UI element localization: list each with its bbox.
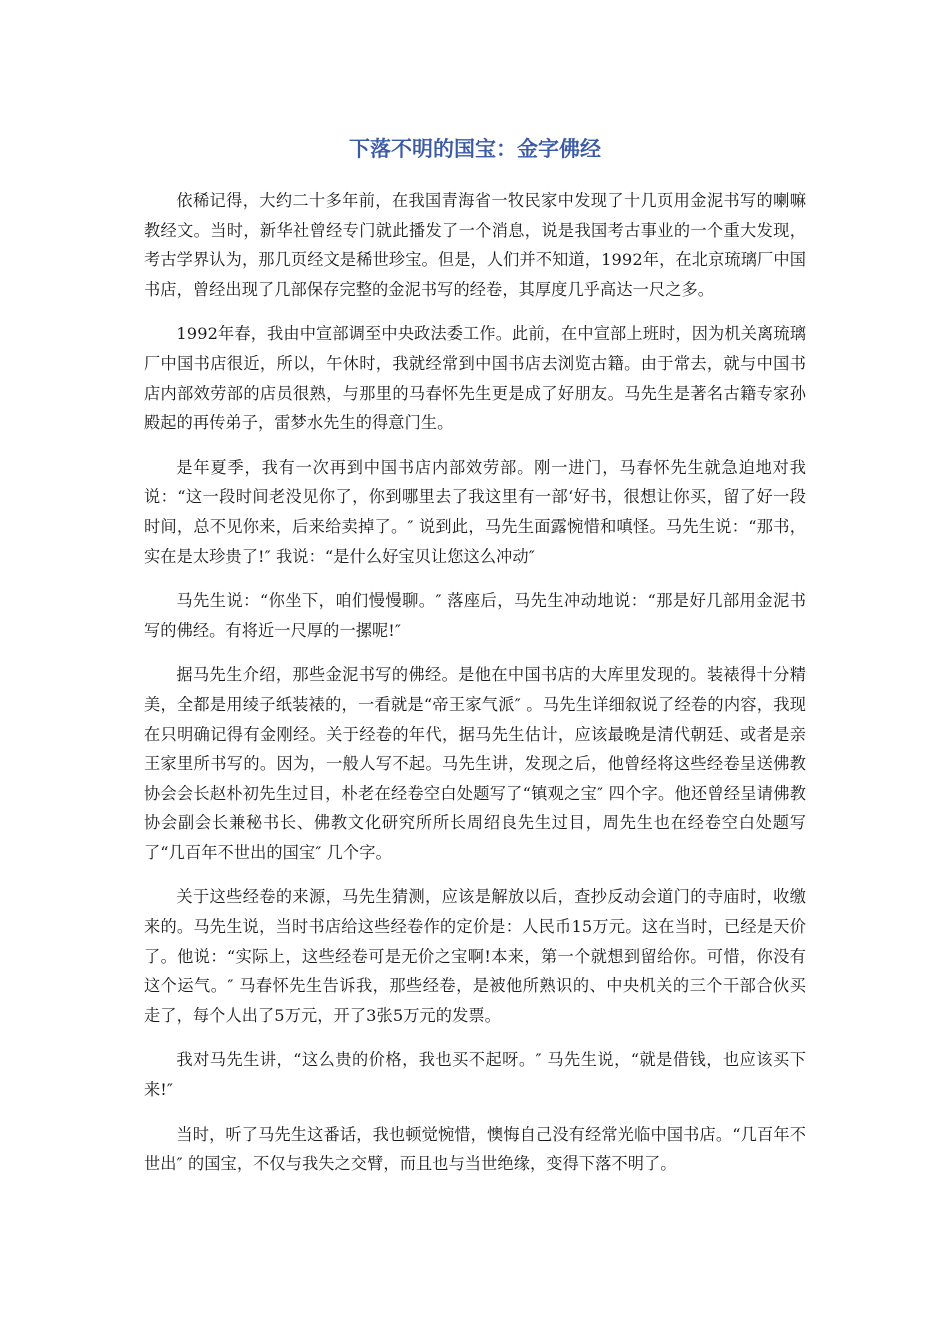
document-page (144, 120, 806, 1194)
paragraph-4: 马先生说：“你坐下，咱们慢慢聊。″ 落座后，马先生冲动地说：“那是好几部用金泥书写的佛经。有将近一尺厚的一摞呢!″ (144, 591, 806, 640)
paragraph-7: 我对马先生讲，“这么贵的价格，我也买不起呀。″ 马先生说，“就是借钱，也应该买下来!″ (144, 1050, 806, 1100)
paragraph-2: 1992年春，我由中宣部调至中央政法委工作。此前，在中宣部上班时，因为机关离琉璃厂中国书店很近，所以，午休时，我就经常到中国书店去浏览古籍。由于常去，就与中国书店内部效劳部的店员很熟，与那里的马春怀先生更是成了好朋友。马先生是著名古籍专家孙殿起的再传弟子，雷梦水先生的得意门生。 (144, 324, 806, 433)
document-title: 下落不明的国宝：金字佛经 (349, 137, 601, 161)
paragraph-6: 关于这些经卷的来源，马先生猜测，应该是解放以后，查抄反动会道门的寺庙时，收缴来的。马先生说，当时书店给这些经卷作的定价是：人民币15万元。这在当时，已经是天价了。他说：“实际上，这些经卷可是无价之宝啊!本来，第一个就想到留给你。可惜，你没有这个运气。″ 马春怀先生告诉我，那些经卷，是被他所熟识的、中央机关的三个干部合伙买走了，每个人出了5万元，开了3张5万元的发票。 (144, 887, 806, 1025)
paragraph-1: 依稀记得，大约二十多年前，在我国青海省一牧民家中发现了十几页用金泥书写的喇嘛教经文。当时，新华社曾经专门就此播发了一个消息，说是我国考古事业的一个重大发现，考古学界认为，那几页经文是稀世珍宝。但是，人们并不知道，1992年，在北京琉璃厂中国书店，曾经出现了几部保存完整的金泥书写的经卷，其厚度几乎高达一尺之多。 (144, 191, 806, 299)
paragraph-8: 当时，听了马先生这番话，我也顿觉惋惜，懊悔自己没有经常光临中国书店。“几百年不世出″ 的国宝，不仅与我失之交臂，而且也与当世绝缘，变得下落不明了。 (144, 1124, 806, 1174)
paragraph-5: 据马先生介绍，那些金泥书写的佛经。是他在中国书店的大库里发现的。装裱得十分精美，全都是用绫子纸装裱的，一看就是“帝王家气派″ 。马先生详细叙说了经卷的内容，我现在只明确记得有金刚经。关于经卷的年代，据马先生估计，应该最晚是清代朝廷、或者是亲王家里所书写的。因为，一般人写不起。马先生讲，发现之后，他曾经将这些经卷呈送佛教协会会长赵朴初先生过目，朴老在经卷空白处题写了“镇观之宝″ 四个字。他还曾经呈请佛教协会副会长兼秘书长、佛教文化研究所所长周绍良先生过目，周先生也在经卷空白处题写了“几百年不世出的国宝″ 几个字。 (144, 665, 806, 862)
paragraph-3: 是年夏季，我有一次再到中国书店内部效劳部。刚一进门，马春怀先生就急迫地对我说：“这一段时间老没见你了，你到哪里去了我这里有一部‘好书，很想让你买，留了好一段时间，总不见你来，后来给卖掉了。″ 说到此，马先生面露惋惜和嗔怪。马先生说：“那书，实在是太珍贵了!″ 我说：“是什么好宝贝让您这么冲动″ (144, 457, 806, 566)
